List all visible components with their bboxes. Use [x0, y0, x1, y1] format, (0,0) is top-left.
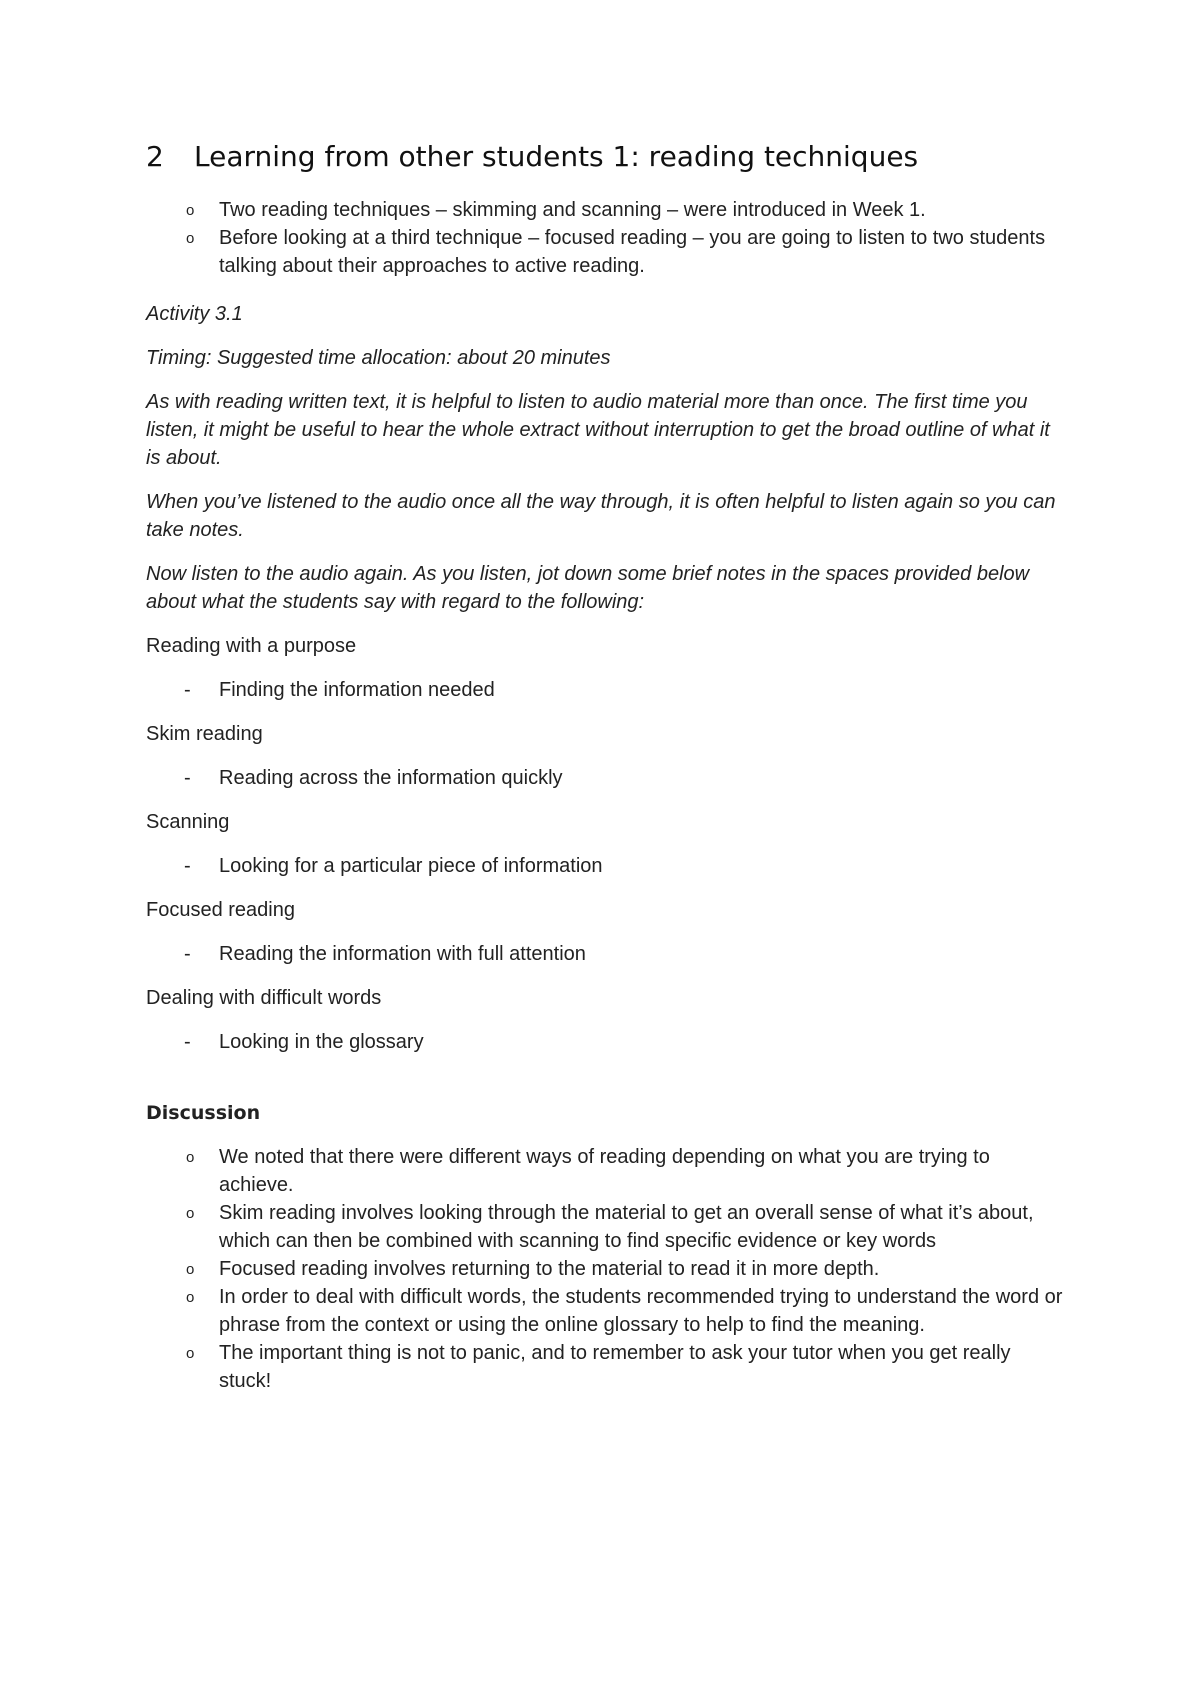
topic-note-list	[146, 676, 1066, 704]
bullet-marker: o	[186, 202, 195, 219]
list-item: o Focused reading involves returning to the material to read it in more depth.	[146, 1255, 1066, 1283]
dash-marker: -	[184, 855, 191, 877]
dash-marker: -	[184, 767, 191, 789]
list-item: - Looking in the glossary	[146, 1028, 1066, 1056]
dash-marker: -	[184, 679, 191, 701]
section-title: Learning from other students 1: reading techniques	[194, 140, 919, 173]
bullet-marker: o	[186, 1261, 195, 1278]
bullet-marker: o	[186, 1205, 195, 1222]
bullet-marker: o	[186, 230, 195, 247]
bullet-marker: o	[186, 1345, 195, 1362]
topic-title: Dealing with difficult words	[146, 987, 382, 1009]
activity-label: Activity 3.1	[146, 303, 243, 325]
topic-title: Reading with a purpose	[146, 635, 357, 657]
activity-paragraph: As with reading written text, it is helpful to listen to audio material more than once. The first time you listen, it might be useful to hear the whole extract without interruption to get the broad outline of what it is about.	[146, 391, 1050, 469]
list-item: o Before looking at a third technique – focused reading – you are going to listen to two students talking about their approaches to active reading.	[146, 224, 1066, 280]
dash-marker: -	[184, 943, 191, 965]
topic-note-list	[146, 764, 1066, 792]
dash-marker: -	[184, 1031, 191, 1053]
topic-title: Scanning	[146, 811, 230, 833]
bullet-marker: o	[186, 1289, 195, 1306]
activity-timing: Timing: Suggested time allocation: about 20 minutes	[146, 347, 611, 369]
bullet-marker: o	[186, 1149, 195, 1166]
activity-paragraph: Now listen to the audio again. As you listen, jot down some brief notes in the spaces provided below about what the students say with regard to the following:	[146, 563, 1030, 613]
topic-title: Focused reading	[146, 899, 295, 921]
discussion-bullet-list	[146, 1143, 1066, 1395]
list-item: o We noted that there were different ways of reading depending on what you are trying to achieve.	[146, 1143, 1066, 1199]
list-item: - Reading the information with full attention	[146, 940, 1066, 968]
topic-note-list	[146, 1028, 1066, 1056]
intro-bullet-list	[146, 196, 1066, 280]
list-item: o Two reading techniques – skimming and scanning – were introduced in Week 1.	[146, 196, 1066, 224]
section-number: 2	[146, 140, 164, 173]
section-heading	[146, 140, 918, 173]
list-item: o Skim reading involves looking through the material to get an overall sense of what it’s about, which can then be combined with scanning to find specific evidence or key words	[146, 1199, 1066, 1255]
discussion-heading: Discussion	[146, 1102, 261, 1124]
activity-paragraph: When you’ve listened to the audio once all the way through, it is often helpful to listen again so you can take notes.	[146, 491, 1056, 541]
topic-note-list	[146, 852, 1066, 880]
list-item: - Looking for a particular piece of information	[146, 852, 1066, 880]
list-item: o In order to deal with difficult words, the students recommended trying to understand the word or phrase from the context or using the online glossary to help to find the meaning.	[146, 1283, 1066, 1339]
topic-note-list	[146, 940, 1066, 968]
topic-title: Skim reading	[146, 723, 263, 745]
list-item: - Finding the information needed	[146, 676, 1066, 704]
list-item: - Reading across the information quickly	[146, 764, 1066, 792]
list-item: o The important thing is not to panic, and to remember to ask your tutor when you get really stuck!	[146, 1339, 1066, 1395]
